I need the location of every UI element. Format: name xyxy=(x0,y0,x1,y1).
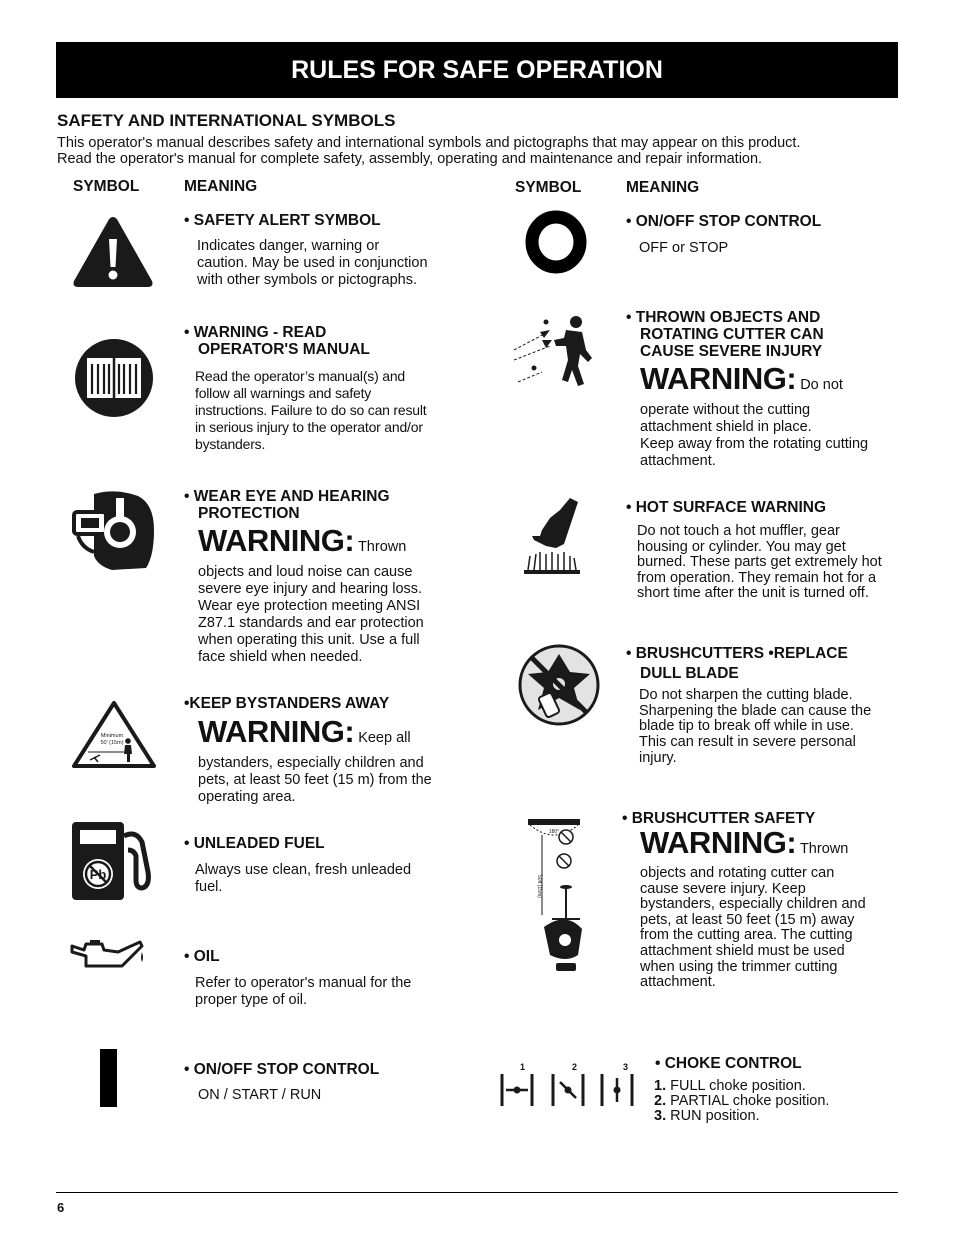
desc-line: injury. xyxy=(639,749,677,766)
desc-line: Refer to operator's manual for the xyxy=(195,975,412,991)
fuel-title: • UNLEADED FUEL xyxy=(184,835,325,852)
desc-line: with other symbols or pictographs. xyxy=(197,272,418,288)
desc-first: Thrown xyxy=(357,539,407,555)
title-line: OPERATOR'S MANUAL xyxy=(198,341,370,358)
desc-line: Always use clean, fresh unleaded xyxy=(195,862,412,878)
choke-item-text: RUN position. xyxy=(670,1108,760,1124)
choke-item xyxy=(654,1079,829,1094)
desc-line: Keep away from the rotating cutting xyxy=(640,436,869,452)
thrown-title xyxy=(626,309,824,360)
eye-title xyxy=(184,488,390,522)
desc-line: bystanders, especially children and xyxy=(640,896,866,913)
choke-item-num: 3. xyxy=(654,1108,667,1124)
desc-line: instructions. Failure to do so can result xyxy=(195,402,427,418)
desc-line: Wear eye protection meeting ANSI xyxy=(198,598,421,614)
desc-line: cause severe injury. Keep xyxy=(640,880,806,897)
desc-line: from operation. They remain hot for a xyxy=(637,569,877,586)
title-line: • THROWN OBJECTS AND xyxy=(626,309,821,326)
desc-line: Z87.1 standards and ear protection xyxy=(198,615,424,631)
title-line: CAUSE SEVERE INJURY xyxy=(640,343,823,360)
desc-line: Do not sharpen the cutting blade. xyxy=(639,687,853,703)
icon-text-distance: 50ft (15m) xyxy=(536,875,542,898)
col-header-meaning-right: MEANING xyxy=(626,179,700,196)
alert-desc xyxy=(197,238,428,289)
page-number: 6 xyxy=(57,1200,65,1215)
desc-line: short time after the unit is turned off. xyxy=(637,585,869,601)
desc-line: Read the operator’s manual(s) and xyxy=(195,368,406,384)
desc-line: attachment shield must be used xyxy=(640,942,845,959)
title-line: • WEAR EYE AND HEARING xyxy=(184,488,390,505)
title-line: • BRUSHCUTTERS •REPLACE xyxy=(626,645,848,662)
no-sharpen-blade-icon xyxy=(518,644,600,726)
bystanders-title: •KEEP BYSTANDERS AWAY xyxy=(184,695,390,712)
icon-text-minimum: Minimum xyxy=(100,733,124,739)
col-header-symbol-right: SYMBOL xyxy=(515,179,582,196)
desc-line: fuel. xyxy=(195,879,223,895)
hot-surface-icon xyxy=(520,496,582,576)
icon-text-distance: 50' (15m) xyxy=(100,740,124,746)
blade-desc xyxy=(639,688,871,767)
desc-line: This can result in severe personal xyxy=(639,734,856,751)
off-symbol-icon xyxy=(524,210,588,274)
read-manual-icon xyxy=(74,338,154,418)
desc-line: attachment. xyxy=(640,453,716,469)
desc-line: face shield when needed. xyxy=(198,649,363,665)
desc-line: when operating this unit. Use a full xyxy=(198,632,420,648)
desc-line: burned. These parts get extremely hot xyxy=(637,554,882,570)
hot-title: • HOT SURFACE WARNING xyxy=(626,499,827,516)
choke-item-text: FULL choke position. xyxy=(670,1078,806,1094)
intro-line: This operator's manual describes safety and international symbols and pictographs that may appear on this product. xyxy=(57,135,801,151)
oil-title: • OIL xyxy=(184,948,220,965)
icon-text-angle: 180° xyxy=(548,829,560,835)
choke-item-text: PARTIAL choke position. xyxy=(670,1093,830,1109)
brush-desc xyxy=(640,826,866,991)
desc-line: attachment shield in place. xyxy=(640,419,812,435)
fuel-desc xyxy=(195,862,411,896)
keep-bystanders-away-icon xyxy=(72,700,156,768)
desc-line: Do not touch a hot muffler, gear xyxy=(637,523,840,539)
warning-label: WARNING: xyxy=(198,714,355,749)
title-line: PROTECTION xyxy=(198,505,300,522)
off-title: • ON/OFF STOP CONTROL xyxy=(626,213,822,230)
desc-line: blade tip to break off while in use. xyxy=(639,718,854,735)
eye-hearing-protection-icon xyxy=(72,490,156,572)
choke-label-2: 2 xyxy=(572,1062,578,1072)
desc-line: objects and rotating cutter can xyxy=(640,865,835,881)
desc-line: proper type of oil. xyxy=(195,992,308,1008)
desc-first: Keep all xyxy=(358,730,411,746)
manual-title xyxy=(184,324,370,358)
desc-line: pets, at least 50 feet (15 m) away xyxy=(640,911,855,928)
bystanders-desc xyxy=(198,715,432,806)
desc-line: follow all warnings and safety xyxy=(195,385,372,401)
desc-line: operate without the cutting xyxy=(640,402,811,418)
page-title: RULES FOR SAFE OPERATION xyxy=(291,55,663,84)
safety-alert-icon xyxy=(72,215,154,289)
unleaded-fuel-icon xyxy=(70,820,152,902)
desc-line: bystanders. xyxy=(195,436,266,452)
thrown-desc xyxy=(640,362,868,470)
choke-label-3: 3 xyxy=(623,1062,629,1072)
desc-line: Indicates danger, warning or xyxy=(197,238,380,254)
oil-can-icon xyxy=(68,938,152,974)
warning-label: WARNING: xyxy=(640,361,797,396)
choke-list xyxy=(654,1079,829,1124)
warning-label: WARNING: xyxy=(198,523,355,558)
col-header-symbol-left: SYMBOL xyxy=(73,178,140,195)
off-desc: OFF or STOP xyxy=(639,240,729,256)
choke-item xyxy=(654,1109,829,1124)
desc-first: Thrown xyxy=(799,841,849,857)
brushcutter-safety-icon xyxy=(522,815,586,977)
eye-desc xyxy=(198,524,424,666)
desc-first: Do not xyxy=(800,377,843,393)
on-symbol-icon xyxy=(100,1049,117,1107)
desc-line: Sharpening the blade can cause the xyxy=(639,702,872,719)
desc-line: severe eye injury and hearing loss. xyxy=(198,581,423,597)
desc-line: objects and loud noise can cause xyxy=(198,564,413,580)
brush-title: • BRUSHCUTTER SAFETY xyxy=(622,810,816,827)
desc-line: pets, at least 50 feet (15 m) from the xyxy=(198,772,432,788)
choke-item-num: 2. xyxy=(654,1093,667,1109)
choke-item xyxy=(654,1094,829,1109)
desc-line: housing or cylinder. You may get xyxy=(637,538,846,555)
desc-line: attachment. xyxy=(640,974,716,991)
thrown-objects-icon xyxy=(512,310,594,390)
title-line: • WARNING - READ xyxy=(184,324,327,341)
choke-label-1: 1 xyxy=(520,1062,526,1072)
on-desc: ON / START / RUN xyxy=(198,1087,322,1103)
choke-positions-icon xyxy=(498,1072,638,1108)
hot-desc xyxy=(637,524,882,602)
oil-desc xyxy=(195,975,411,1009)
desc-line: caution. May be used in conjunction xyxy=(197,255,428,271)
alert-title: • SAFETY ALERT SYMBOL xyxy=(184,212,381,229)
svg-text:Pb: Pb xyxy=(89,867,107,882)
footer-divider xyxy=(56,1192,898,1193)
desc-line: in serious injury to the operator and/or xyxy=(195,419,423,435)
section-intro xyxy=(57,135,897,167)
title-line: DULL BLADE xyxy=(640,665,739,682)
title-line: ROTATING CUTTER CAN xyxy=(640,326,824,343)
desc-line: when using the trimmer cutting xyxy=(640,958,838,975)
choke-title: • CHOKE CONTROL xyxy=(655,1055,802,1072)
manual-desc xyxy=(195,368,426,453)
desc-line: bystanders, especially children and xyxy=(198,755,424,771)
col-header-meaning-left: MEANING xyxy=(184,178,258,195)
on-title: • ON/OFF STOP CONTROL xyxy=(184,1061,380,1078)
choke-item-num: 1. xyxy=(654,1078,667,1094)
desc-line: operating area. xyxy=(198,789,296,805)
intro-line: Read the operator's manual for complete safety, assembly, operating and maintenance and repair information. xyxy=(57,151,763,167)
desc-line: from the cutting area. The cutting xyxy=(640,927,853,944)
section-title: SAFETY AND INTERNATIONAL SYMBOLS xyxy=(57,111,396,130)
page-header-banner xyxy=(56,42,898,98)
warning-label: WARNING: xyxy=(640,825,797,860)
blade-title xyxy=(626,645,848,682)
